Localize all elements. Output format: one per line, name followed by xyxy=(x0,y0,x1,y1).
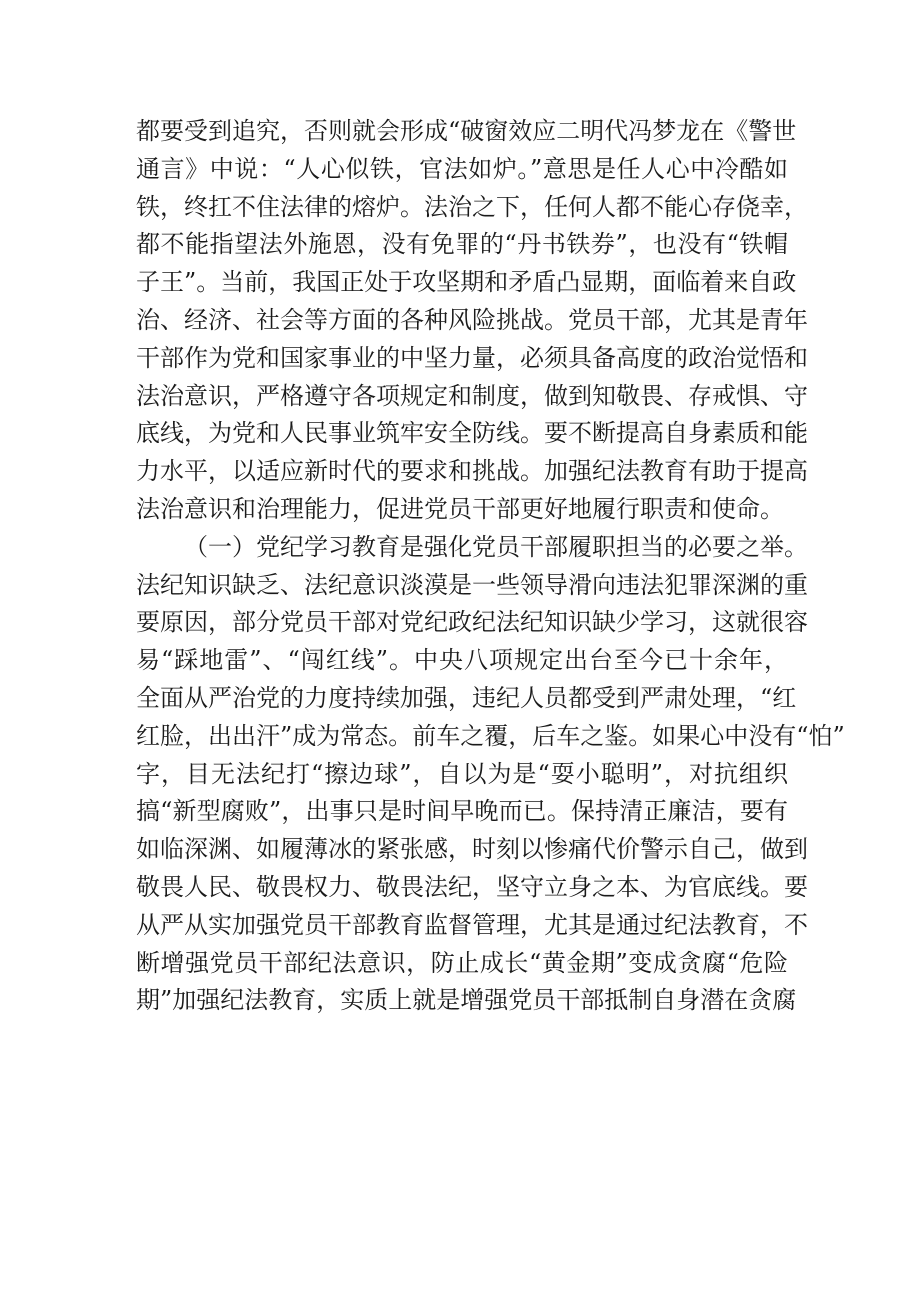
text-line: 底线，为党和人民事业筑牢安全防线。要不断提高自身素质和能 xyxy=(136,419,808,448)
text-line: 搞“新型腐败”，出事只是时间早晚而已。保持清正廉洁，要有 xyxy=(136,797,788,826)
text-line: 期”加强纪法教育，实质上就是增强党员干部抵制自身潜在贪腐 xyxy=(136,986,797,1015)
text-line: 子王”。当前，我国正处于攻坚期和矛盾凸显期，面临着来自政 xyxy=(136,268,797,297)
text-line: 从严从实加强党员干部教育监督管理，尤其是通过纪法教育，不 xyxy=(136,910,808,939)
text-line: 红脸，出出汗”成为常态。前车之覆，后车之鉴。如果心中没有“怕” xyxy=(136,721,845,750)
paragraph xyxy=(136,113,808,529)
text-line: 力水平，以适应新时代的要求和挑战。加强纪法教育有助于提高 xyxy=(136,457,808,486)
text-line: 铁，终扛不住法律的熔炉。法治之下，任何人都不能心存侥幸， xyxy=(136,192,808,221)
section-heading-line: （一）党纪学习教育是强化党员干部履职担当的必要之举。 xyxy=(184,532,808,561)
text-line: 断增强党员干部纪法意识，防止成长“黄金期”变成贪腐“危险 xyxy=(136,948,788,977)
text-line: 都不能指望法外施恩，没有免罪的“丹书铁券”，也没有“铁帽 xyxy=(136,230,788,259)
text-line: 如临深渊、如履薄冰的紧张感，时刻以惨痛代价警示自己，做到 xyxy=(136,835,808,864)
text-line: 字，目无法纪打“擦边球”，自以为是“耍小聪明”，对抗组织 xyxy=(136,759,788,788)
text-line: 法治意识，严格遵守各项规定和制度，做到知敬畏、存戒惧、守 xyxy=(136,381,808,410)
text-line: 治、经济、社会等方面的各种风险挑战。党员干部，尤其是青年 xyxy=(136,305,808,334)
text-line: 易“踩地雷”、“闯红线”。中央八项规定出台至今已十余年， xyxy=(136,646,788,675)
paragraph xyxy=(136,529,845,1020)
text-line: 法纪知识缺乏、法纪意识淡漠是一些领导滑向违法犯罪深渊的重 xyxy=(136,570,808,599)
text-line: 法治意识和治理能力，促进党员干部更好地履行职责和使命。 xyxy=(136,494,784,523)
text-line: 通言》中说：“人心似铁，官法如炉。”意思是任人心中冷酷如 xyxy=(136,154,788,183)
text-line: 全面从严治党的力度持续加强，违纪人员都受到严肃处理，“红 xyxy=(136,683,797,712)
body-text xyxy=(136,113,845,1020)
text-line: 干部作为党和国家事业的中坚力量，必须具备高度的政治觉悟和 xyxy=(136,343,808,372)
text-line: 敬畏人民、敬畏权力、敬畏法纪，坚守立身之本、为官底线。要 xyxy=(136,872,808,901)
text-line: 都要受到追究，否则就会形成“破窗效应二明代冯梦龙在《警世 xyxy=(136,117,797,145)
text-line: 要原因，部分党员干部对党纪政纪法纪知识缺少学习，这就很容 xyxy=(136,608,808,637)
